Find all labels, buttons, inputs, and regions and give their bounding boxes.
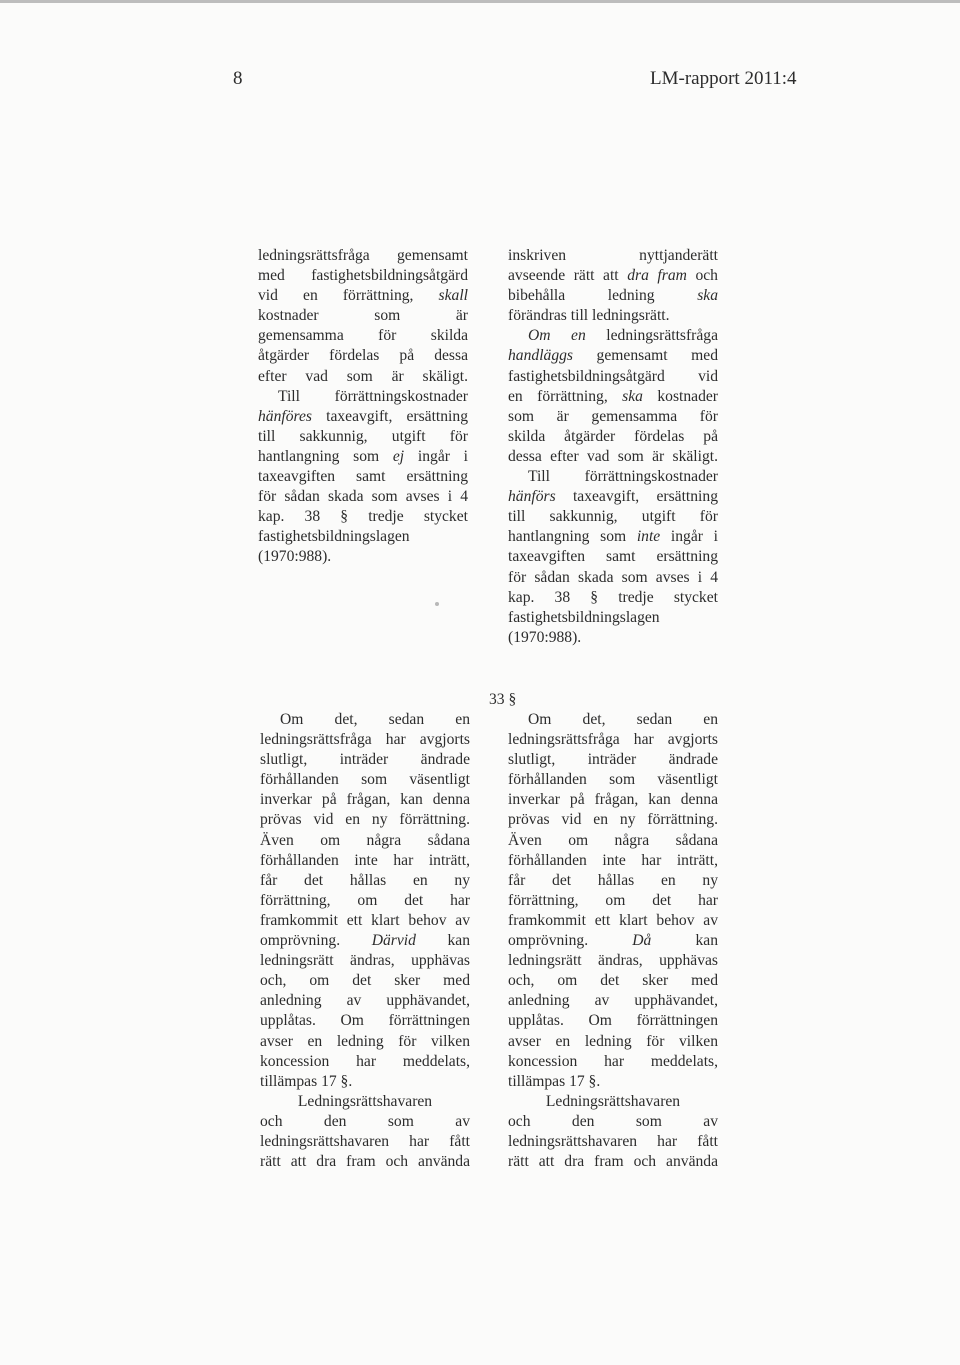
text-line: anledning av upphävandet, bbox=[508, 992, 718, 1010]
text-line: och den som av bbox=[260, 1112, 470, 1130]
text-line: ledningsrättshavaren har fått bbox=[508, 1132, 718, 1150]
text-line: hantlangning som ej ingår i bbox=[258, 447, 468, 465]
text-line: en förrättning, ska kostnader bbox=[508, 387, 718, 405]
text-line: prövas vid en ny förrättning. bbox=[260, 811, 470, 829]
text-line: inverkar på frågan, kan denna bbox=[508, 791, 718, 809]
text-line: ledningsrättsfråga gemensamt bbox=[258, 247, 468, 264]
text-line: förändras till ledningsrätt. bbox=[508, 307, 670, 325]
text-line: framkommit ett klart behov av bbox=[508, 911, 718, 929]
italic-emphasis: inte bbox=[636, 528, 661, 546]
text-line: till sakkunnig, utgift för bbox=[508, 508, 718, 526]
italic-emphasis: ej bbox=[392, 447, 405, 465]
text-line: slutligt, inträder ändrade bbox=[508, 751, 718, 769]
text-line: ledningsrättsfråga har avgjorts bbox=[260, 731, 470, 749]
text-line: fastighetsbildningslagen bbox=[508, 608, 660, 626]
text-line: anledning av upphävandet, bbox=[260, 992, 470, 1010]
text-line: handläggs gemensamt med bbox=[508, 347, 718, 365]
italic-emphasis: ska bbox=[622, 387, 643, 405]
column-proposal-top bbox=[508, 246, 718, 648]
text-line: avser en ledning för vilken bbox=[260, 1032, 470, 1050]
text-line: förhållanden inte har inträtt, bbox=[508, 851, 718, 869]
text-line: taxeavgiften samt ersättning bbox=[508, 548, 718, 566]
italic-emphasis: Om en bbox=[528, 327, 586, 345]
text-line: Även om några sådana bbox=[260, 831, 470, 849]
text-line: ledningsrätt ändras, upphävas bbox=[508, 952, 718, 970]
italic-emphasis: hänförs bbox=[508, 488, 556, 506]
text-line: får det hållas en ny bbox=[260, 871, 470, 889]
section-marker: 33 § bbox=[489, 691, 517, 708]
text-line: skilda åtgärder fördelas på bbox=[508, 427, 718, 445]
text-line: till sakkunnig, utgift för bbox=[258, 427, 468, 445]
text-line: efter vad som är skäligt. bbox=[258, 367, 468, 385]
text-line: Om det, sedan en bbox=[528, 711, 718, 728]
text-line: Även om några sådana bbox=[508, 831, 718, 849]
text-line: kostnader som är bbox=[258, 307, 468, 325]
text-line: kap. 38 § tredje stycket bbox=[258, 508, 468, 526]
text-line: och, om det sker med bbox=[260, 972, 470, 990]
running-head: LM-rapport 2011:4 bbox=[650, 68, 797, 89]
text-line: som är gemensamma för bbox=[508, 407, 718, 425]
text-line: förhållanden inte har inträtt, bbox=[260, 851, 470, 869]
text-line: Ledningsrättshavaren bbox=[545, 1092, 681, 1110]
italic-emphasis: hänföres bbox=[258, 407, 312, 425]
text-line: bibehålla ledning ska bbox=[508, 287, 718, 305]
text-line: ledningsrätt ändras, upphävas bbox=[260, 952, 470, 970]
text-line: för sådan skada som avses i 4 bbox=[508, 568, 718, 586]
text-line: dessa efter vad som är skäligt. bbox=[508, 447, 718, 465]
text-line: med fastighetsbildningsåtgärd bbox=[258, 267, 468, 285]
text-line: Till förrättningskostnader bbox=[278, 387, 468, 405]
text-line: hantlangning som inte ingår i bbox=[508, 528, 718, 546]
italic-emphasis: ska bbox=[697, 287, 718, 305]
text-line: Ledningsrättshavaren bbox=[297, 1092, 433, 1110]
text-line: omprövning. Då kan bbox=[508, 932, 718, 950]
text-line: inskriven nyttjanderätt bbox=[508, 247, 718, 264]
text-line: och, om det sker med bbox=[508, 972, 718, 990]
text-line: förrättning, om det har bbox=[508, 891, 718, 909]
text-line: rätt att dra fram och använda bbox=[260, 1153, 470, 1171]
text-line: förhållanden som väsentligt bbox=[260, 771, 470, 789]
text-line: avser en ledning för vilken bbox=[508, 1032, 718, 1050]
text-line: kap. 38 § tredje stycket bbox=[508, 588, 718, 606]
text-line: fastighetsbildningsåtgärd vid bbox=[508, 367, 718, 385]
text-line: slutligt, inträder ändrade bbox=[260, 751, 470, 769]
text-line: för sådan skada som avses i 4 bbox=[258, 488, 468, 506]
text-line: Om en ledningsrättsfråga bbox=[528, 327, 718, 345]
text-line: vid en förrättning, skall bbox=[258, 287, 468, 305]
column-current-law-bottom bbox=[260, 710, 470, 1172]
italic-emphasis: handläggs bbox=[508, 347, 573, 365]
text-line: ledningsrättshavaren har fått bbox=[260, 1132, 470, 1150]
text-line: förhållanden som väsentligt bbox=[508, 771, 718, 789]
text-line: fastighetsbildningslagen bbox=[258, 528, 410, 546]
italic-emphasis: Därvid bbox=[371, 932, 416, 950]
text-line: Till förrättningskostnader bbox=[528, 468, 718, 486]
text-line: rätt att dra fram och använda bbox=[508, 1153, 718, 1171]
scan-top-edge bbox=[0, 0, 960, 3]
text-line: tillämpas 17 §. bbox=[260, 1072, 353, 1090]
column-current-law-top bbox=[258, 246, 468, 568]
text-line: omprövning. Därvid kan bbox=[260, 932, 470, 950]
text-line: (1970:988). bbox=[258, 548, 332, 566]
text-line: upplåtas. Om förrättningen bbox=[508, 1012, 718, 1030]
italic-emphasis: skall bbox=[438, 287, 468, 305]
text-line: taxeavgiften samt ersättning bbox=[258, 468, 468, 486]
italic-emphasis: Då bbox=[632, 932, 652, 950]
text-line: och den som av bbox=[508, 1112, 718, 1130]
italic-emphasis: dra fram bbox=[627, 267, 687, 285]
text-line: får det hållas en ny bbox=[508, 871, 718, 889]
text-line: Om det, sedan en bbox=[280, 711, 470, 728]
text-line: åtgärder fördelas på dessa bbox=[258, 347, 468, 365]
column-proposal-bottom bbox=[508, 710, 718, 1172]
text-line: ledningsrättsfråga har avgjorts bbox=[508, 731, 718, 749]
text-line: (1970:988). bbox=[508, 628, 582, 646]
text-line: gemensamma för skilda bbox=[258, 327, 468, 345]
text-line: tillämpas 17 §. bbox=[508, 1072, 601, 1090]
scan-speck bbox=[435, 602, 439, 606]
text-line: upplåtas. Om förrättningen bbox=[260, 1012, 470, 1030]
text-line: prövas vid en ny förrättning. bbox=[508, 811, 718, 829]
text-line: hänförs taxeavgift, ersättning bbox=[508, 488, 718, 506]
text-line: hänföres taxeavgift, ersättning bbox=[258, 407, 468, 425]
text-line: koncession har meddelats, bbox=[260, 1052, 470, 1070]
text-line: framkommit ett klart behov av bbox=[260, 911, 470, 929]
text-line: avseende rätt att dra fram och bbox=[508, 267, 718, 285]
page-number: 8 bbox=[233, 68, 243, 89]
text-line: förrättning, om det har bbox=[260, 891, 470, 909]
text-line: koncession har meddelats, bbox=[508, 1052, 718, 1070]
text-line: inverkar på frågan, kan denna bbox=[260, 791, 470, 809]
